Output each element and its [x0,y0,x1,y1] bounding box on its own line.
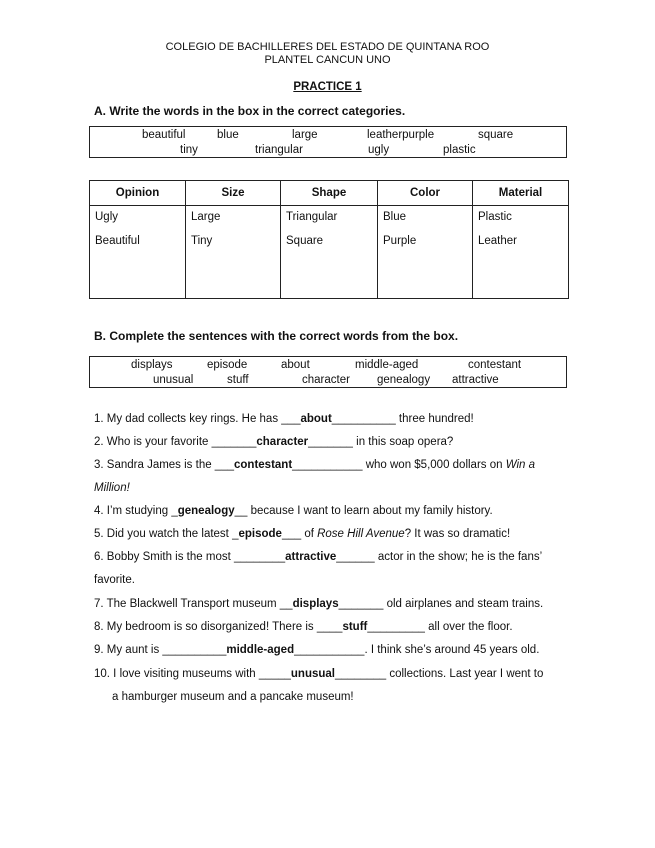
cell-value: Ugly [95,211,119,223]
word-box-a [89,126,567,158]
cell-value: Blue [383,211,407,223]
sentence-3-continued [94,481,130,495]
answer: genealogy [177,505,235,517]
sentence-text: 10. I love visiting museums with _____ [94,668,291,680]
word-box-word: genealogy [377,374,431,386]
section-a-title: A. Write the words in the box in the correct categories. [94,104,406,118]
table-header-row [90,181,569,206]
answer: character [256,436,309,448]
sentence-2 [94,435,453,449]
word-box-word: unusual [153,374,194,386]
sentence-5 [94,527,510,541]
cell-value: Triangular [286,211,338,223]
sentence-text: ___ of [281,528,318,540]
word-box-word: tiny [180,144,198,156]
cell-value: Plastic [478,211,512,223]
word-box-word: plastic [443,144,476,156]
answer: about [300,413,332,425]
cell-value: Square [286,235,324,247]
sentence-8 [94,620,513,634]
sentence-text: 6. Bobby Smith is the most ________ [94,551,286,563]
answer: displays [292,598,339,610]
sentence-text: favorite. [94,574,135,586]
shape-cell [281,206,378,299]
answer: stuff [342,621,368,633]
sentence-text: _______ in this soap opera? [308,436,454,448]
color-cell [378,206,473,299]
cell-value: Leather [478,235,518,247]
sentence-text: 2. Who is your favorite _______ [94,436,257,448]
word-box-word: leatherpurple [367,129,435,141]
word-box-word: attractive [452,374,499,386]
sentence-1 [94,412,474,426]
answer: episode [238,528,282,540]
sentence-text: ______ actor in the show; he is the fans’ [336,551,543,563]
sentence-text: ________ collections. Last year I went to [334,668,544,680]
sentence-text: _______ old airplanes and steam trains. [338,598,544,610]
word-box-word: triangular [255,144,303,156]
sentence-text: ___________. I think she’s around 45 years old. [294,644,540,656]
sentence-text: a hamburger museum and a pancake museum! [112,691,354,703]
sentence-4 [94,504,493,518]
sentence-text: 1. My dad collects key rings. He has ___ [94,413,301,425]
word-box-word: contestant [468,359,522,371]
word-box-word: middle-aged [355,359,419,371]
answer: attractive [285,551,337,563]
categories-table [89,180,569,299]
column-header-shape: Shape [281,181,378,206]
word-box-word: episode [207,359,248,371]
word-box-b [89,356,567,388]
sentence-text: __________ three hundred! [331,413,474,425]
cell-value: Purple [383,235,417,247]
answer: unusual [290,668,335,680]
sentence-text: ? It was so dramatic! [404,528,511,540]
cell-value: Beautiful [95,235,140,247]
sentence-10-continued [112,690,354,704]
sentence-text: ___________ who won $5,000 dollars on [292,459,506,471]
page-title: PRACTICE 1 [293,81,362,93]
sentence-text: 5. Did you watch the latest _ [94,528,239,540]
size-cell [186,206,281,299]
sentence-title: Rose Hill Avenue [317,528,405,540]
sentence-text: __ because I want to learn about my family history. [234,505,493,517]
section-b-title: B. Complete the sentences with the correct words from the box. [94,329,459,343]
sentence-9 [94,643,539,657]
sentence-text: 4. I’m studying _ [94,505,178,517]
material-cell [473,206,569,299]
cell-value: Tiny [191,235,213,247]
word-box-word: stuff [227,374,249,386]
sentence-text: 3. Sandra James is the ___ [94,459,234,471]
table-row [90,206,569,299]
sentence-text: 7. The Blackwell Transport museum __ [94,598,293,610]
column-header-size: Size [186,181,281,206]
sentence-6 [94,550,542,564]
campus-name: PLANTEL CANCUN UNO [264,54,391,66]
sentence-text: 8. My bedroom is so disorganized! There is ____ [94,621,343,633]
word-box-word: about [281,359,310,371]
answer: contestant [234,459,293,471]
sentence-text: 9. My aunt is __________ [94,644,227,656]
column-header-opinion: Opinion [90,181,186,206]
sentence-text: _________ all over the floor. [367,621,513,633]
column-header-material: Material [473,181,569,206]
sentence-6-continued [94,573,135,587]
opinion-cell [90,206,186,299]
word-box-word: beautiful [142,129,186,141]
sentence-3 [94,458,535,472]
sentence-10 [94,667,543,681]
sentence-7 [94,597,543,611]
sentence-title: Million! [94,482,130,494]
answer: middle-aged [226,644,295,656]
word-box-word: square [478,129,514,141]
column-header-color: Color [378,181,473,206]
sentence-title: Win a [505,459,536,471]
word-box-word: large [292,129,318,141]
school-name: COLEGIO DE BACHILLERES DEL ESTADO DE QUINTANA ROO [165,41,490,53]
cell-value: Large [191,211,221,223]
word-box-word: character [302,374,350,386]
word-box-word: displays [131,359,173,371]
word-box-word: ugly [368,144,390,156]
word-box-word: blue [217,129,239,141]
